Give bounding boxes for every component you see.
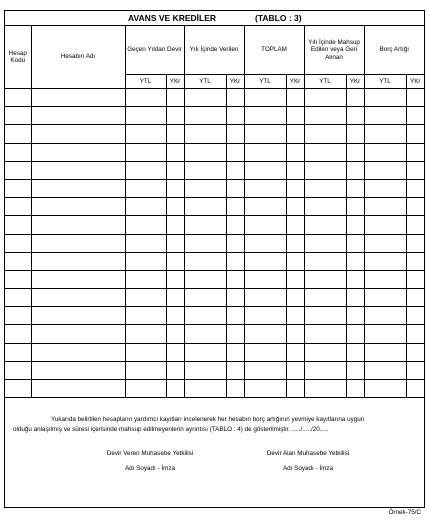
table-cell[interactable] (406, 107, 424, 125)
table-cell[interactable] (226, 289, 244, 307)
table-cell[interactable] (184, 161, 226, 179)
title-row (5, 11, 424, 26)
certification-paragraph (13, 415, 418, 435)
table-cell[interactable] (166, 89, 184, 107)
table-cell[interactable] (364, 361, 406, 379)
table-row (5, 343, 424, 361)
table-cell[interactable] (226, 179, 244, 197)
table-cell[interactable] (244, 234, 286, 252)
table-row (5, 161, 424, 179)
table-cell[interactable] (226, 234, 244, 252)
table-cell[interactable] (5, 325, 31, 343)
table-cell[interactable] (364, 270, 406, 288)
table-cell[interactable] (346, 125, 364, 143)
table-cell[interactable] (346, 343, 364, 361)
table-cell[interactable] (5, 234, 31, 252)
table-cell[interactable] (31, 125, 125, 143)
table-cell[interactable] (125, 234, 166, 252)
table-cell[interactable] (166, 107, 184, 125)
table-cell[interactable] (304, 289, 346, 307)
table-cell[interactable] (244, 216, 286, 234)
table-cell[interactable] (286, 143, 304, 161)
table-cell[interactable] (31, 325, 125, 343)
table-cell[interactable] (406, 143, 424, 161)
table-cell[interactable] (244, 343, 286, 361)
table-cell[interactable] (184, 307, 226, 325)
table-cell[interactable] (304, 234, 346, 252)
table-cell[interactable] (31, 343, 125, 361)
subheader-ytl: YTL (244, 75, 286, 89)
table-cell[interactable] (184, 270, 226, 288)
table-cell[interactable] (244, 198, 286, 216)
table-cell[interactable] (5, 270, 31, 288)
table-cell[interactable] (31, 234, 125, 252)
table-cell[interactable] (346, 89, 364, 107)
table-cell[interactable] (166, 307, 184, 325)
table-cell[interactable] (346, 107, 364, 125)
table-cell[interactable] (364, 380, 406, 398)
table-cell[interactable] (5, 289, 31, 307)
table-cell[interactable] (346, 289, 364, 307)
table-row (5, 143, 424, 161)
table-cell[interactable] (406, 270, 424, 288)
table-cell[interactable] (244, 161, 286, 179)
table-cell[interactable] (304, 89, 346, 107)
table-cell[interactable] (244, 289, 286, 307)
table-cell[interactable] (5, 343, 31, 361)
table-cell[interactable] (166, 179, 184, 197)
form-code: Örnek-75/C (388, 509, 421, 516)
table-cell[interactable] (364, 107, 406, 125)
table-cell[interactable] (244, 143, 286, 161)
table-cell[interactable] (304, 125, 346, 143)
table-cell[interactable] (304, 143, 346, 161)
table-cell[interactable] (346, 198, 364, 216)
table-row (5, 198, 424, 216)
table-cell[interactable] (184, 179, 226, 197)
table-cell[interactable] (166, 252, 184, 270)
table-cell[interactable] (346, 380, 364, 398)
table-cell[interactable] (244, 125, 286, 143)
table-cell[interactable] (406, 198, 424, 216)
table-cell[interactable] (125, 216, 166, 234)
table-cell[interactable] (5, 89, 31, 107)
table-cell[interactable] (244, 270, 286, 288)
table-cell[interactable] (5, 143, 31, 161)
table-cell[interactable] (346, 143, 364, 161)
table-cell[interactable] (244, 89, 286, 107)
table-cell[interactable] (406, 325, 424, 343)
table-cell[interactable] (125, 380, 166, 398)
table-cell[interactable] (226, 270, 244, 288)
table-cell[interactable] (406, 380, 424, 398)
table-cell[interactable] (286, 216, 304, 234)
left-signatory-title: Devir Veren Muhasebe Yetkilisi (106, 450, 194, 457)
table-cell[interactable] (226, 107, 244, 125)
table-cell[interactable] (364, 89, 406, 107)
table-cell[interactable] (125, 143, 166, 161)
table-cell[interactable] (364, 252, 406, 270)
subheader-ykr: YKr (346, 75, 364, 89)
table-cell[interactable] (364, 161, 406, 179)
table-cell[interactable] (406, 89, 424, 107)
table-row (5, 289, 424, 307)
table-cell[interactable] (346, 216, 364, 234)
table-cell[interactable] (166, 343, 184, 361)
table-cell[interactable] (166, 125, 184, 143)
table-cell[interactable] (166, 325, 184, 343)
table-cell[interactable] (286, 161, 304, 179)
table-cell[interactable] (364, 325, 406, 343)
table-cell[interactable] (125, 161, 166, 179)
table-cell[interactable] (304, 161, 346, 179)
table-cell[interactable] (286, 307, 304, 325)
table-cell[interactable] (125, 289, 166, 307)
left-name-signature-line: Adı Soyadı - İmza (124, 465, 176, 472)
table-cell[interactable] (304, 380, 346, 398)
table-cell[interactable] (406, 252, 424, 270)
table-cell[interactable] (226, 325, 244, 343)
table-cell[interactable] (364, 143, 406, 161)
table-cell[interactable] (346, 270, 364, 288)
subheader-ytl: YTL (304, 75, 346, 89)
subheader-ytl: YTL (125, 75, 166, 89)
table-cell[interactable] (406, 216, 424, 234)
table-cell[interactable] (5, 380, 31, 398)
table-cell[interactable] (125, 198, 166, 216)
table-cell[interactable] (304, 252, 346, 270)
table-cell[interactable] (184, 361, 226, 379)
table-cell[interactable] (166, 289, 184, 307)
table-cell[interactable] (244, 252, 286, 270)
table-cell[interactable] (184, 216, 226, 234)
table-cell[interactable] (5, 216, 31, 234)
right-signatory-title: Devir Alan Muhasebe Yetkilisi (266, 450, 350, 457)
table-cell[interactable] (406, 307, 424, 325)
table-cell[interactable] (286, 289, 304, 307)
table-cell[interactable] (286, 270, 304, 288)
table-cell[interactable] (166, 380, 184, 398)
table-cell[interactable] (125, 252, 166, 270)
table-cell[interactable] (31, 307, 125, 325)
table-cell[interactable] (304, 307, 346, 325)
table-cell[interactable] (286, 380, 304, 398)
table-cell[interactable] (5, 125, 31, 143)
table-cell[interactable] (244, 361, 286, 379)
table-cell[interactable] (364, 125, 406, 143)
table-cell[interactable] (125, 307, 166, 325)
right-name-signature-line: Adı Soyadı - İmza (282, 465, 334, 472)
table-cell[interactable] (346, 361, 364, 379)
table-cell[interactable] (125, 107, 166, 125)
table-cell[interactable] (226, 143, 244, 161)
table-cell[interactable] (184, 325, 226, 343)
table-cell[interactable] (31, 179, 125, 197)
table-row (5, 380, 424, 398)
table-cell[interactable] (125, 89, 166, 107)
table-cell[interactable] (304, 325, 346, 343)
table-row (5, 107, 424, 125)
table-cell[interactable] (406, 289, 424, 307)
table-cell[interactable] (226, 89, 244, 107)
table-cell[interactable] (184, 252, 226, 270)
table-cell[interactable] (346, 307, 364, 325)
table-cell[interactable] (304, 343, 346, 361)
table-cell[interactable] (346, 234, 364, 252)
table-row (5, 89, 424, 107)
header-yili-icinde-verilen: Yılı İçinde Verilen (184, 26, 244, 75)
paragraph-line-2: olduğu anlaşılmış ve süresi içerisinde mahsup edilmeyenlerin ayrıntısı (TABLO : 4) de gösterilmiştir. ...../...../20..... (13, 425, 329, 433)
table-cell[interactable] (286, 361, 304, 379)
table-cell[interactable] (406, 161, 424, 179)
table-cell[interactable] (184, 289, 226, 307)
table-cell[interactable] (184, 343, 226, 361)
table-cell[interactable] (125, 179, 166, 197)
table-row (5, 325, 424, 343)
table-cell[interactable] (346, 252, 364, 270)
table-cell[interactable] (184, 234, 226, 252)
table-cell[interactable] (166, 234, 184, 252)
table-cell[interactable] (304, 198, 346, 216)
table-row (5, 179, 424, 197)
table-cell[interactable] (184, 143, 226, 161)
left-signature-block (85, 450, 215, 480)
table-cell[interactable] (226, 125, 244, 143)
table-cell[interactable] (5, 252, 31, 270)
table-cell[interactable] (244, 307, 286, 325)
subheader-ykr: YKr (166, 75, 184, 89)
subheader-ykr: YKr (406, 75, 424, 89)
table-row (5, 252, 424, 270)
table-row (5, 307, 424, 325)
subheader-ykr: YKr (226, 75, 244, 89)
avans-kredi-table (5, 26, 424, 398)
table-cell[interactable] (31, 270, 125, 288)
table-cell[interactable] (244, 325, 286, 343)
table-cell[interactable] (166, 216, 184, 234)
table-cell[interactable] (226, 216, 244, 234)
header-toplam: TOPLAM (244, 26, 304, 75)
table-cell[interactable] (364, 179, 406, 197)
footer-section (5, 403, 424, 508)
table-cell[interactable] (244, 179, 286, 197)
table-cell[interactable] (286, 107, 304, 125)
table-cell[interactable] (5, 361, 31, 379)
table-cell[interactable] (286, 125, 304, 143)
table-cell[interactable] (364, 234, 406, 252)
paragraph-line-1: Yukarıda belirtilen hesapların yardımcı kayıtları incelenerek her hesabın borç artığının yevmiye kayıtlarına uygun (51, 416, 365, 423)
table-cell[interactable] (184, 89, 226, 107)
table-cell[interactable] (364, 307, 406, 325)
form-frame (4, 10, 425, 508)
table-cell[interactable] (166, 270, 184, 288)
table-cell[interactable] (31, 143, 125, 161)
table-cell[interactable] (166, 143, 184, 161)
table-cell[interactable] (226, 380, 244, 398)
form-title: AVANS VE KREDİLER (128, 13, 217, 23)
table-cell[interactable] (31, 289, 125, 307)
table-cell[interactable] (346, 325, 364, 343)
table-cell[interactable] (304, 107, 346, 125)
table-cell[interactable] (5, 307, 31, 325)
table-row (5, 361, 424, 379)
table-cell[interactable] (5, 161, 31, 179)
table-row (5, 234, 424, 252)
table-cell[interactable] (184, 107, 226, 125)
table-cell[interactable] (31, 252, 125, 270)
table-cell[interactable] (346, 161, 364, 179)
subheader-ykr: YKr (286, 75, 304, 89)
table-cell[interactable] (166, 361, 184, 379)
table-row (5, 125, 424, 143)
table-cell[interactable] (226, 252, 244, 270)
table-cell[interactable] (286, 325, 304, 343)
table-cell[interactable] (31, 161, 125, 179)
table-cell[interactable] (5, 198, 31, 216)
table-cell[interactable] (226, 343, 244, 361)
subheader-ytl: YTL (364, 75, 406, 89)
header-mahsup-edilen: Yılı İçinde Mahsup Edilen veya Geri Alınan (304, 26, 364, 75)
table-cell[interactable] (166, 198, 184, 216)
table-cell[interactable] (406, 179, 424, 197)
table-cell[interactable] (406, 234, 424, 252)
table-cell[interactable] (125, 270, 166, 288)
table-cell[interactable] (5, 107, 31, 125)
table-cell[interactable] (31, 216, 125, 234)
table-cell[interactable] (31, 361, 125, 379)
table-cell[interactable] (5, 179, 31, 197)
table-cell[interactable] (364, 289, 406, 307)
table-cell[interactable] (304, 179, 346, 197)
table-cell[interactable] (226, 198, 244, 216)
table-cell[interactable] (226, 161, 244, 179)
table-cell[interactable] (304, 361, 346, 379)
table-row (5, 270, 424, 288)
table-body (5, 89, 424, 398)
table-cell[interactable] (184, 125, 226, 143)
header-borc-artigi: Borç Artığı (364, 26, 424, 75)
table-cell[interactable] (286, 252, 304, 270)
table-cell[interactable] (346, 179, 364, 197)
table-cell[interactable] (184, 380, 226, 398)
table-cell[interactable] (244, 380, 286, 398)
table-cell[interactable] (31, 107, 125, 125)
table-cell[interactable] (286, 89, 304, 107)
table-cell[interactable] (304, 216, 346, 234)
subheader-ytl: YTL (184, 75, 226, 89)
table-cell[interactable] (286, 343, 304, 361)
table-cell[interactable] (31, 89, 125, 107)
table-cell[interactable] (286, 234, 304, 252)
table-cell[interactable] (364, 198, 406, 216)
table-cell[interactable] (166, 161, 184, 179)
header-hesap-kodu: Hesap Kodu (5, 26, 31, 89)
table-cell[interactable] (184, 198, 226, 216)
table-cell[interactable] (406, 361, 424, 379)
table-reference: (TABLO : 3) (255, 13, 302, 23)
table-cell[interactable] (226, 361, 244, 379)
table-cell[interactable] (364, 216, 406, 234)
table-cell[interactable] (125, 361, 166, 379)
table-cell[interactable] (31, 380, 125, 398)
header-hesabin-adi: Hesabın Adı (31, 26, 125, 89)
right-signature-block (243, 450, 373, 480)
table-cell[interactable] (226, 307, 244, 325)
table-cell[interactable] (125, 325, 166, 343)
table-cell[interactable] (406, 343, 424, 361)
header-gecen-yildan-devir: Geçen Yıldan Devir (125, 26, 184, 75)
table-cell[interactable] (244, 107, 286, 125)
table-row (5, 216, 424, 234)
table-cell[interactable] (31, 198, 125, 216)
table-cell[interactable] (406, 125, 424, 143)
table-cell[interactable] (364, 343, 406, 361)
table-cell[interactable] (286, 179, 304, 197)
table-cell[interactable] (125, 343, 166, 361)
table-cell[interactable] (286, 198, 304, 216)
table-cell[interactable] (304, 270, 346, 288)
table-cell[interactable] (125, 125, 166, 143)
